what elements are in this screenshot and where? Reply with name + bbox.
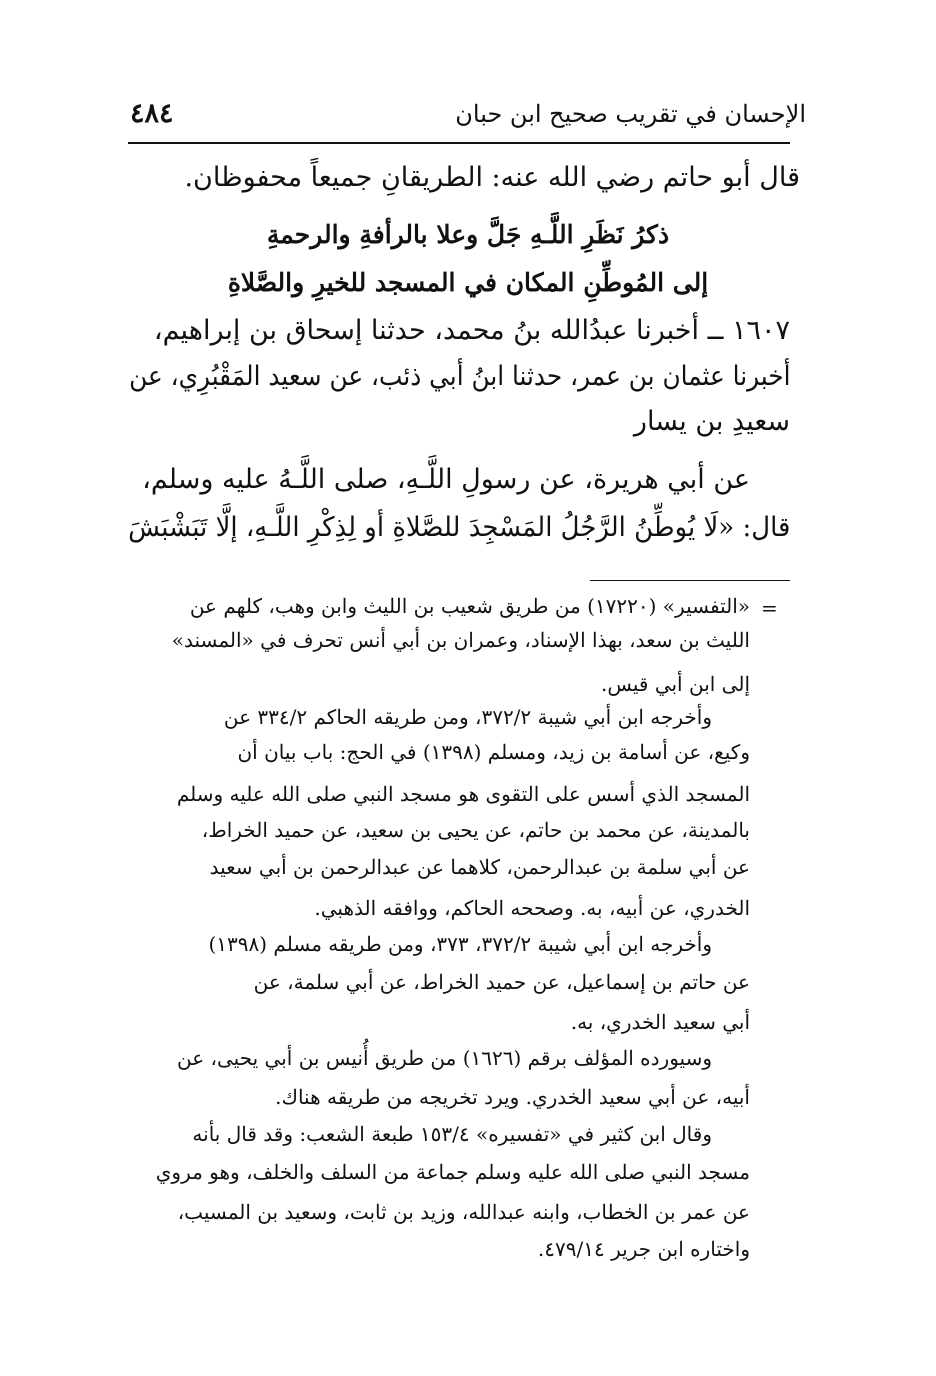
- footnote-line: المسجد الذي أسس على التقوى هو مسجد النبي صلى الله عليه وسلم: [176, 782, 750, 806]
- footnote-line: أبيه، عن أبي سعيد الخدري. ويرد تخريجه من طريقه هناك.: [275, 1085, 750, 1109]
- footnote-line: عن حاتم بن إسماعيل، عن حميد الخراط، عن أبي سلمة، عن: [253, 970, 750, 994]
- page-number: ٤٨٤: [130, 98, 174, 129]
- hadith-isnad-line: سعيدِ بن يسار: [633, 406, 790, 437]
- hadith-matn-line: قال: «لَا يُوطِّنُ الرَّجُلُ المَسْجِدَ للصَّلاةِ أو لِذِكْرِ اللَّـهِ، إلَّا تَبَشْبَشَ: [127, 512, 790, 543]
- running-header-title: الإحسان في تقريب صحيح ابن حبان: [455, 100, 806, 128]
- chapter-heading-line: إلى المُوطِّنِ المكان في المسجد للخيرِ والصَّلاةِ: [227, 268, 709, 297]
- footnote-line: وسيورده المؤلف برقم (١٦٢٦) من طريق أُنيس بن أبي يحيى، عن: [177, 1046, 712, 1070]
- footnote-line: «التفسير» (١٧٢٢٠) من طريق شعيب بن الليث وابن وهب، كلهم عن: [189, 594, 750, 618]
- footnote-separator: [590, 580, 790, 581]
- header-rule: [128, 142, 790, 144]
- footnote-line: وكيع، عن أسامة بن زيد، ومسلم (١٣٩٨) في الحج: باب بيان أن: [237, 740, 750, 764]
- footnote-line: الليث بن سعد، بهذا الإسناد، وعمران بن أبي أنس تحرف في «المسند»: [171, 628, 750, 652]
- hadith-matn-line: عن أبي هريرة، عن رسولِ اللَّـهِ، صلى اللَّـهُ عليه وسلم،: [142, 464, 750, 495]
- footnote-line: وأخرجه ابن أبي شيبة ٣٧٢/٢، ومن طريقه الحاكم ٣٣٤/٢ عن: [223, 705, 712, 729]
- footnote-line: وقال ابن كثير في «تفسيره» ١٥٣/٤ طبعة الشعب: وقد قال بأنه: [192, 1122, 712, 1146]
- footnote-line: مسجد النبي صلى الله عليه وسلم جماعة من السلف والخلف، وهو مروي: [155, 1160, 750, 1184]
- hadith-isnad-line: أخبرنا عثمان بن عمر، حدثنا ابنُ أبي ذئب، عن سعيد المَقْبُرِي، عن: [128, 361, 790, 392]
- hadith-isnad-line: ١٦٠٧ ــ أخبرنا عبدُالله بنُ محمد، حدثنا إسحاق بن إبراهيم،: [153, 315, 790, 346]
- footnote-line: وأخرجه ابن أبي شيبة ٣٧٢/٢، ٣٧٣، ومن طريقه مسلم (١٣٩٨): [208, 932, 712, 956]
- footnote-line: بالمدينة، عن محمد بن حاتم، عن يحيى بن سعيد، عن حميد الخراط،: [201, 818, 750, 842]
- footnote-line: أبي سعيد الخدري، به.: [570, 1010, 750, 1034]
- footnote-line: واختاره ابن جرير ٤٧٩/١٤.: [537, 1237, 750, 1261]
- main-text-line: قال أبو حاتم رضي الله عنه: الطريقانِ جميعاً محفوظان.: [184, 162, 800, 193]
- footnote-line: إلى ابن أبي قيس.: [601, 672, 750, 696]
- footnote-line: الخدري، عن أبيه، به. وصححه الحاكم، ووافقه الذهبي.: [314, 896, 750, 920]
- footnote-line: عن أبي سلمة بن عبدالرحمن، كلاهما عن عبدالرحمن بن أبي سعيد: [209, 855, 750, 879]
- footnote-continuation-marker: =: [761, 596, 778, 620]
- footnote-line: عن عمر بن الخطاب، وابنه عبدالله، وزيد بن ثابت، وسعيد بن المسيب،: [177, 1200, 750, 1224]
- chapter-heading-line: ذكرُ نَظَرِ اللَّـهِ جَلَّ وعلا بالرأفةِ والرحمةِ: [266, 220, 670, 249]
